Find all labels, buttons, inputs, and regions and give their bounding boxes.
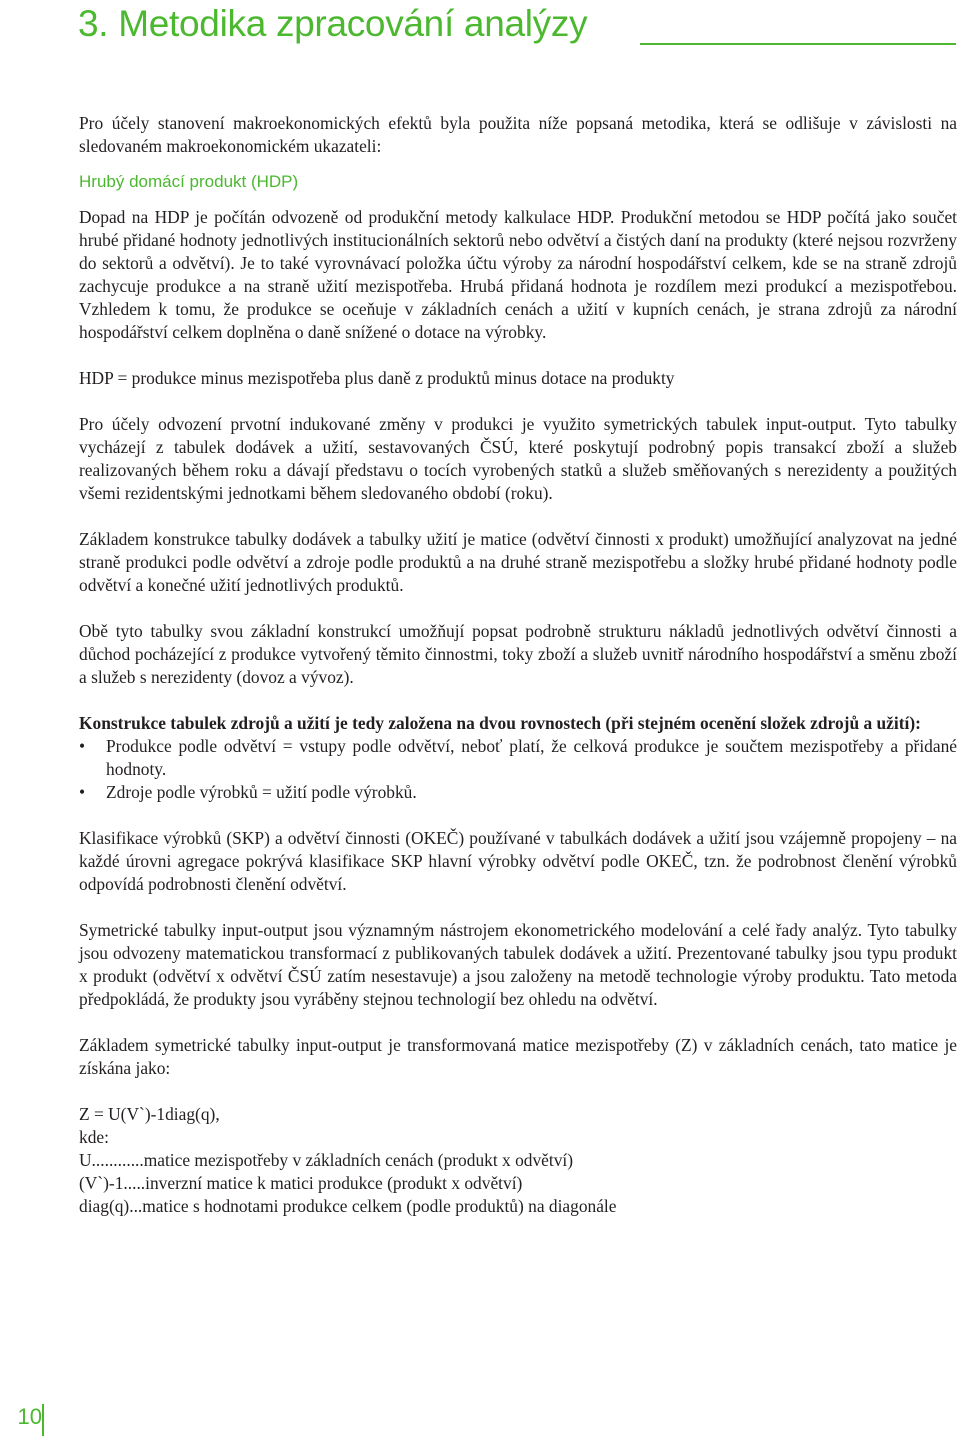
bullet-icon: • [79, 782, 86, 802]
formula-line: Z = U(V`)-1diag(q), [79, 1104, 220, 1124]
paragraph-symmetric-tables: Symetrické tabulky input-output jsou významným nástrojem ekonometrického modelování a celé řady analýz. Tyto tabulky jsou odvozeny matematickou transformací z publikovaných tabulek dodávek a užití. Prezentované tabulky jsou typu produkt x produkt (odvětví x odvětví ČSÚ zatím nesestavuje) a jsou založeny na metodě technologie výroby produktu. Tato metoda předpokládá, že produkty jsou vyráběny stejnou technologií bez ohledu na odvětví. [79, 920, 957, 1009]
formula-block [79, 1103, 957, 1218]
paragraph-input-output: Pro účely odvození prvotní indukované změny v produkci je využito symetrických tabulek input-output. Tyto tabulky vycházejí z tabulek dodávek a užití, sestavovaných ČSÚ, které poskytují podrobný popis transakcí zboží a služeb realizovaných během roku a dávají představu o tocích vyrobených statků a služeb směňovaných s nerezidenty a použitých všemi rezidentskými jednotkami během sledovaného období (roku). [79, 414, 957, 503]
list-item [79, 735, 957, 781]
body-content [79, 112, 957, 1218]
page-title: 3. Metodika zpracování analýzy [78, 3, 588, 44]
list-item-text: Produkce podle odvětví = vstupy podle odvětví, neboť platí, že celková produkce je součtem mezispotřeby a přidané hodnoty. [106, 736, 957, 779]
list-item-text: Zdroje podle výrobků = užití podle výrobků. [106, 782, 417, 802]
paragraph-supply-use-matrix: Základem konstrukce tabulky dodávek a tabulky užití je matice (odvětví činnosti x produkt) umožňující analyzovat na jedné straně produkci podle odvětví a zdroje podle produktů a na druhé straně mezispotřebu a složky hrubé přidané hodnoty podle odvětví a konečné užití jednotlivých produktů. [79, 529, 957, 595]
paragraph-classification: Klasifikace výrobků (SKP) a odvětví činnosti (OKEČ) používané v tabulkách dodávek a užití jsou vzájemně propojeny – na každé úrovni agregace pokrývá klasifikace SKP hlavní výrobky odvětví podle OKEČ, tzn. že podrobnost členění výrobků odpovídá podrobnosti členění odvětví. [79, 828, 957, 894]
list-item [79, 781, 957, 804]
intro-paragraph: Pro účely stanovení makroekonomických efektů byla použita níže popsaná metodika, která se odlišuje v závislosti na sledovaném makroekonomickém ukazateli: [79, 113, 957, 156]
formula-line: kde: [79, 1127, 109, 1147]
paragraph-transformed-matrix: Základem symetrické tabulky input-output je transformovaná matice mezispotřeby (Z) v základních cenách, tato matice je získána jako: [79, 1035, 957, 1078]
page-number: 10 [17, 1404, 42, 1429]
bold-statement: Konstrukce tabulek zdrojů a užití je tedy založena na dvou rovnostech (při stejném ocenění složek zdrojů a užití): [79, 713, 921, 733]
paragraph-hdp-method: Dopad na HDP je počítán odvozeně od produkční metody kalkulace HDP. Produkční metodou se HDP počítá jako součet hrubé přidané hodnoty jednotlivých institucionálních sektorů nebo odvětví a čistých daní na produkty (které nejsou rozvrženy do sektorů a odvětví). Je to také vyrovnávací položka účtu výroby za národní hospodářství celkem, kde se na straně zdrojů zachycuje produkce a na straně užití mezispotřeba. Hrubá přidaná hodnota je rozdílem mezi produkcí a mezispotřebou. Vzhledem k tomu, že produkce se oceňuje v základních cenách a užití v kupních cenách, je strana zdrojů za národní hospodářství celkem doplněna o daně snížené o dotace na výrobky. [79, 207, 957, 342]
formula-line: U............matice mezispotřeby v základních cenách (produkt x odvětví) [79, 1150, 574, 1170]
formula-line: diag(q)...matice s hodnotami produkce celkem (podle produktů) na diagonále [79, 1196, 617, 1216]
formula-line: (V`)-1.....inverzní matice k matici produkce (produkt x odvětví) [79, 1173, 523, 1193]
section-subheading: Hrubý domácí produkt (HDP) [79, 172, 299, 191]
title-underline [640, 43, 956, 45]
equality-list [79, 735, 957, 804]
hdp-formula: HDP = produkce minus mezispotřeba plus daně z produktů minus dotace na produkty [79, 368, 675, 388]
paragraph-both-tables: Obě tyto tabulky svou základní konstrukcí umožňují popsat podrobně strukturu nákladů jednotlivých odvětví činnosti a důchod pocházející z produkce vytvořený těmito činnostmi, toky zboží a služeb uvnitř národního hospodářství a směnu zboží a služeb s nerezidenty (dovoz a vývoz). [79, 621, 957, 687]
page-number-rule [42, 1404, 44, 1436]
bullet-icon: • [79, 736, 86, 756]
